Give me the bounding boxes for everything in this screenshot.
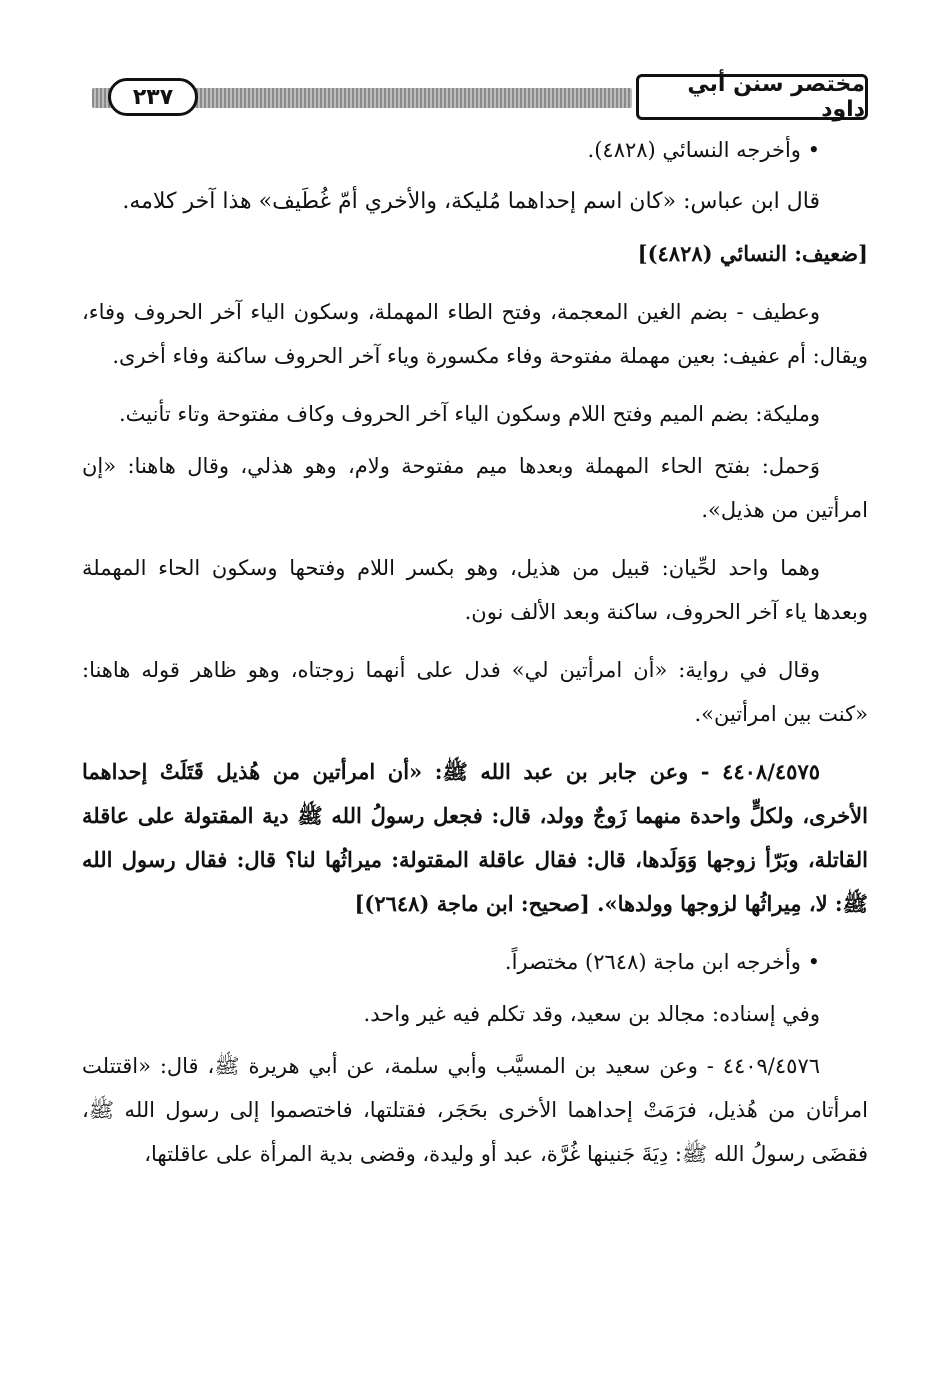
paragraph-nasai-ref: • وأخرجه النسائي (٤٨٢٨). [587, 138, 820, 162]
hadith-4576: ٤٤٠٩/٤٥٧٦ - وعن سعيد بن المسيَّب وأبي سلمة، عن أبي هريرة ﷺ، قال: «اقتتلت امرأتان من هُذيل، فرَمَتْ إحداهما الأخرى بحَجَر، فقتلتها، فاختصموا إلى رسول الله ﷺ، فقضَى رسولُ الله ﷺ: دِيَةَ جَنينها غُرَّة، عبد أو وليدة، وقضى بدية المرأة على عاقلتها، [82, 1054, 868, 1166]
page-header [92, 74, 868, 122]
paragraph-riwaya: وقال في رواية: «أن امرأتين لي» فدل على أنهما زوجتاه، وهو ظاهر قوله هاهنا: «كنت بين امرأتين». [82, 658, 868, 726]
paragraph-lihyan: وهما واحد لحِّيان: قبيل من هذيل، وهو بكسر اللام وفتحها وسكون الحاء المهملة وبعدها ياء آخر الحروف، ساكنة وبعد الألف نون. [82, 556, 868, 624]
paragraph-isnad-note: وفي إسناده: مجالد بن سعيد، وقد تكلم فيه غير واحد. [363, 1002, 820, 1026]
book-title: مختصر سنن أبي داود [636, 74, 868, 120]
paragraph-ibn-abbas: قال ابن عباس: «كان اسم إحداهما مُليكة، والأخري أمّ غُطَيف» هذا آخر كلامه. [122, 189, 820, 214]
hadith-4575: ٤٤٠٨/٤٥٧٥ - وعن جابر بن عبد الله ﷺ: «أن امرأتين من هُذيل قَتَلَتْ إحداهما الأخرى، ولكلٍّ واحدة منهما زَوجٌ وولد، قال: فجعل رسولُ الله ﷺ دية المقتولة على عاقلة القاتلة، وبَرّأ زوجها وَوَلَدها، قال: فقال عاقلة المقتولة: ميراثُها لنا؟ قال: فقال رسول الله ﷺ: لا، مِيراثُها لزوجها وولدها». [صحيح: ابن ماجة (٢٦٤٨)] [82, 759, 868, 916]
paragraph-mulaika: ومليكة: بضم الميم وفتح اللام وسكون الياء آخر الحروف وكاف مفتوحة وتاء تأنيث. [119, 402, 820, 426]
paragraph-ibn-majah-ref: • وأخرجه ابن ماجة (٢٦٤٨) مختصراً. [504, 950, 820, 974]
page-number: ٢٣٧ [108, 78, 198, 116]
page-body [82, 128, 868, 1190]
paragraph-grading-daif: [ضعيف: النسائي (٤٨٢٨)] [637, 241, 868, 266]
paragraph-utaif: وعطيف - بضم الغين المعجمة، وفتح الطاء المهملة، وسكون الياء آخر الحروف وفاء، ويقال: أم عفيف: بعين مهملة مفتوحة وفاء مكسورة وياء آخر الحروف ساكنة وفاء أخرى. [82, 300, 868, 368]
paragraph-hamal: وَحمل: بفتح الحاء المهملة وبعدها ميم مفتوحة ولام، وهو هذلي، وقال هاهنا: «إن امرأتين من هذيل». [82, 454, 868, 522]
